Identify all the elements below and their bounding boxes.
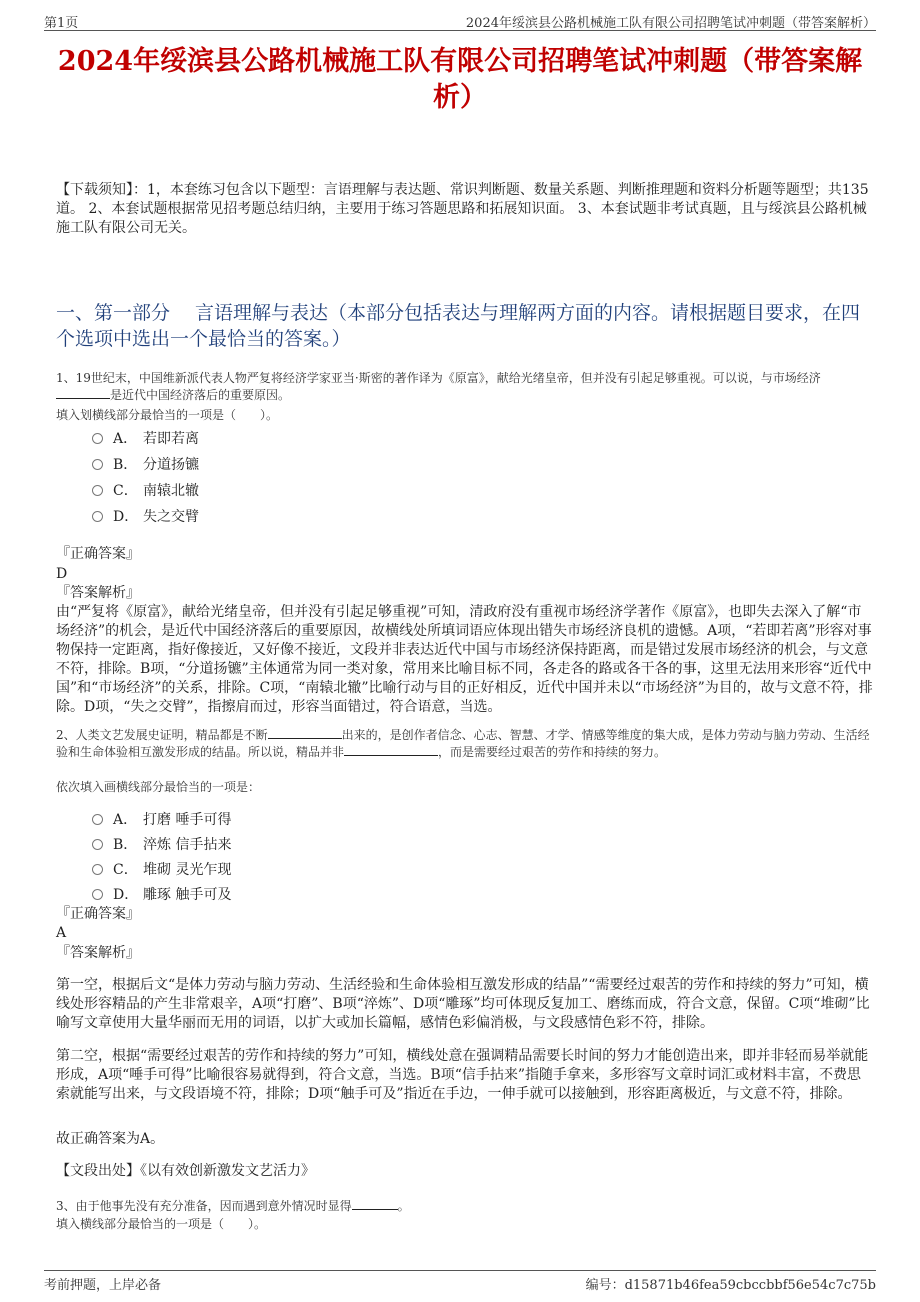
q1-stem-part-a: 1、19世纪末，中国维新派代表人物严复将经济学家亚当·斯密的著作译为《原富》，献给光绪皇帝，但并没有引起足够重视。可以说，与市场经济	[56, 371, 821, 385]
radio-icon[interactable]	[92, 511, 103, 522]
q2-blank-1	[268, 738, 342, 739]
q2-conclusion: 故正确答案为A。	[56, 1131, 165, 1147]
q1-option-b[interactable]: B． 分道扬镳	[92, 456, 199, 475]
q2-option-c[interactable]: C． 堆砌 灵光乍现	[92, 861, 231, 880]
q1-option-d[interactable]: D． 失之交臂	[92, 508, 199, 527]
q2-answer-label: 『正确答案』	[56, 906, 140, 922]
q1-stem	[56, 370, 874, 404]
radio-icon[interactable]	[92, 864, 103, 875]
q2-option-a[interactable]: A． 打磨 唾手可得	[92, 811, 231, 830]
q1-answer-label: 『正确答案』	[56, 546, 140, 562]
radio-icon[interactable]	[92, 839, 103, 850]
q2-analysis-p2: 第二空，根据“需要经过艰苦的劳作和持续的努力”可知，横线处意在强调精品需要长时间的努力才能创造出来，即并非轻而易举就能形成，A项“唾手可得”比喻很容易就得到，符合文意，当选。B项“信手拈来”指随手拿来，多形容写文章时词汇或材料丰富，不费思索就能写出来，与文段语境不符，排除；D项“触手可及”指近在手边，一伸手就可以接触到，形容距离极近，与文意不符，排除。	[56, 1048, 869, 1102]
page-header	[44, 12, 876, 31]
header-doc-title: 2024年绥滨县公路机械施工队有限公司招聘笔试冲刺题（带答案解析）	[465, 16, 876, 31]
q3-instruction: 填入横线部分最恰当的一项是（ ）。	[56, 1217, 267, 1231]
page-footer	[44, 1270, 876, 1291]
radio-icon[interactable]	[92, 459, 103, 470]
q3-blank	[352, 1209, 398, 1210]
q2-analysis-label: 『答案解析』	[56, 945, 140, 961]
q2-option-d[interactable]: D． 雕琢 触手可及	[92, 886, 231, 905]
q1-answer: D	[56, 566, 68, 582]
q1-analysis: 由“严复将《原富》，献给光绪皇帝，但并没有引起足够重视”可知，清政府没有重视市场经济学著作《原富》，也即失去深入了解“市场经济”的机会，是近代中国经济落后的重要原因，故横线处所填词语应体现出错失市场经济良机的遗憾。A项，“若即若离”形容对事物保持一定距离，指好像接近，又好像不接近，文段并非表达近代中国与市场经济保持距离，而是错过发展市场经济的机会，与文意不符，排除。B项，“分道扬镳”主体通常为同一类对象，常用来比喻目标不同，各走各的路或各干各的事，这里无法用来形容“近代中国”和“市场经济”的关系，排除。C项，“南辕北辙”比喻行动与目的正好相反，近代中国并未以“市场经济”为目的，故与文意不符，排除。D项，“失之交臂”，指擦肩而过，形容当面错过，符合语意，当选。	[56, 604, 873, 715]
q3-stem: 3、由于他事先没有充分准备，因而遇到意外情况时显得 。	[56, 1199, 410, 1213]
radio-icon[interactable]	[92, 433, 103, 444]
q2-blank-2	[344, 755, 438, 756]
footer-doc-id: 编号：d15871b46fea59cbccbbf56e54c7c75b	[585, 1278, 876, 1293]
q2-instruction: 依次填入画横线部分最恰当的一项是：	[56, 780, 261, 794]
radio-icon[interactable]	[92, 485, 103, 496]
page-number: 第1页	[44, 16, 79, 31]
q1-analysis-label: 『答案解析』	[56, 585, 140, 601]
q2-option-b[interactable]: B． 淬炼 信手拈来	[92, 836, 231, 855]
q1-blank	[56, 398, 110, 399]
section-title: 一、第一部分 言语理解与表达（本部分包括表达与理解两方面的内容。请根据题目要求，在四个选项中选出一个最恰当的答案。）	[56, 302, 861, 350]
footer-slogan: 考前押题，上岸必备	[44, 1278, 162, 1293]
download-notice: 【下载须知】：1，本套练习包含以下题型：言语理解与表达题、常识判断题、数量关系题、判断推理题和资料分析题等题型；共135道。 2、本套试题根据常见招考题总结归纳，主要用于练习答题思路和拓展知识面。 3、本套试题非考试真题，且与绥滨县公路机械施工队有限公司无关。	[56, 182, 869, 236]
q1-option-c[interactable]: C． 南辕北辙	[92, 482, 199, 501]
q1-option-a[interactable]: A． 若即若离	[92, 430, 199, 449]
q2-answer: A	[56, 925, 67, 941]
q2-source: 【文段出处】《以有效创新激发文艺活力》	[56, 1163, 315, 1179]
document-title: 2024年绥滨县公路机械施工队有限公司招聘笔试冲刺题（带答案解析）	[57, 46, 863, 113]
q1-instruction: 填入划横线部分最恰当的一项是（ ）。	[56, 408, 279, 422]
radio-icon[interactable]	[92, 889, 103, 900]
q1-stem-part-b: 是近代中国经济落后的重要原因。	[110, 388, 291, 402]
q2-stem: 2、人类文艺发展史证明，精品都是不断 出来的，是创作者信念、心志、智慧、才学、情感等维度的集大成，是体力劳动与脑力劳动、生活经验和生命体验相互激发形成的结晶。所以说，精品并非 ，而是需要经过艰苦的劳作和持续的努力。	[56, 728, 870, 759]
radio-icon[interactable]	[92, 814, 103, 825]
q2-analysis-p1: 第一空，根据后文“是体力劳动与脑力劳动、生活经验和生命体验相互激发形成的结晶”“需要经过艰苦的劳作和持续的努力”可知，横线处形容精品的产生非常艰辛，A项“打磨”、B项“淬炼”、D项“雕琢”均可体现反复加工、磨练而成，符合文意，保留。C项“堆砌”比喻写文章使用大量华丽而无用的词语，以扩大或加长篇幅，感情色彩偏消极，与文段感情色彩不符，排除。	[56, 977, 870, 1031]
